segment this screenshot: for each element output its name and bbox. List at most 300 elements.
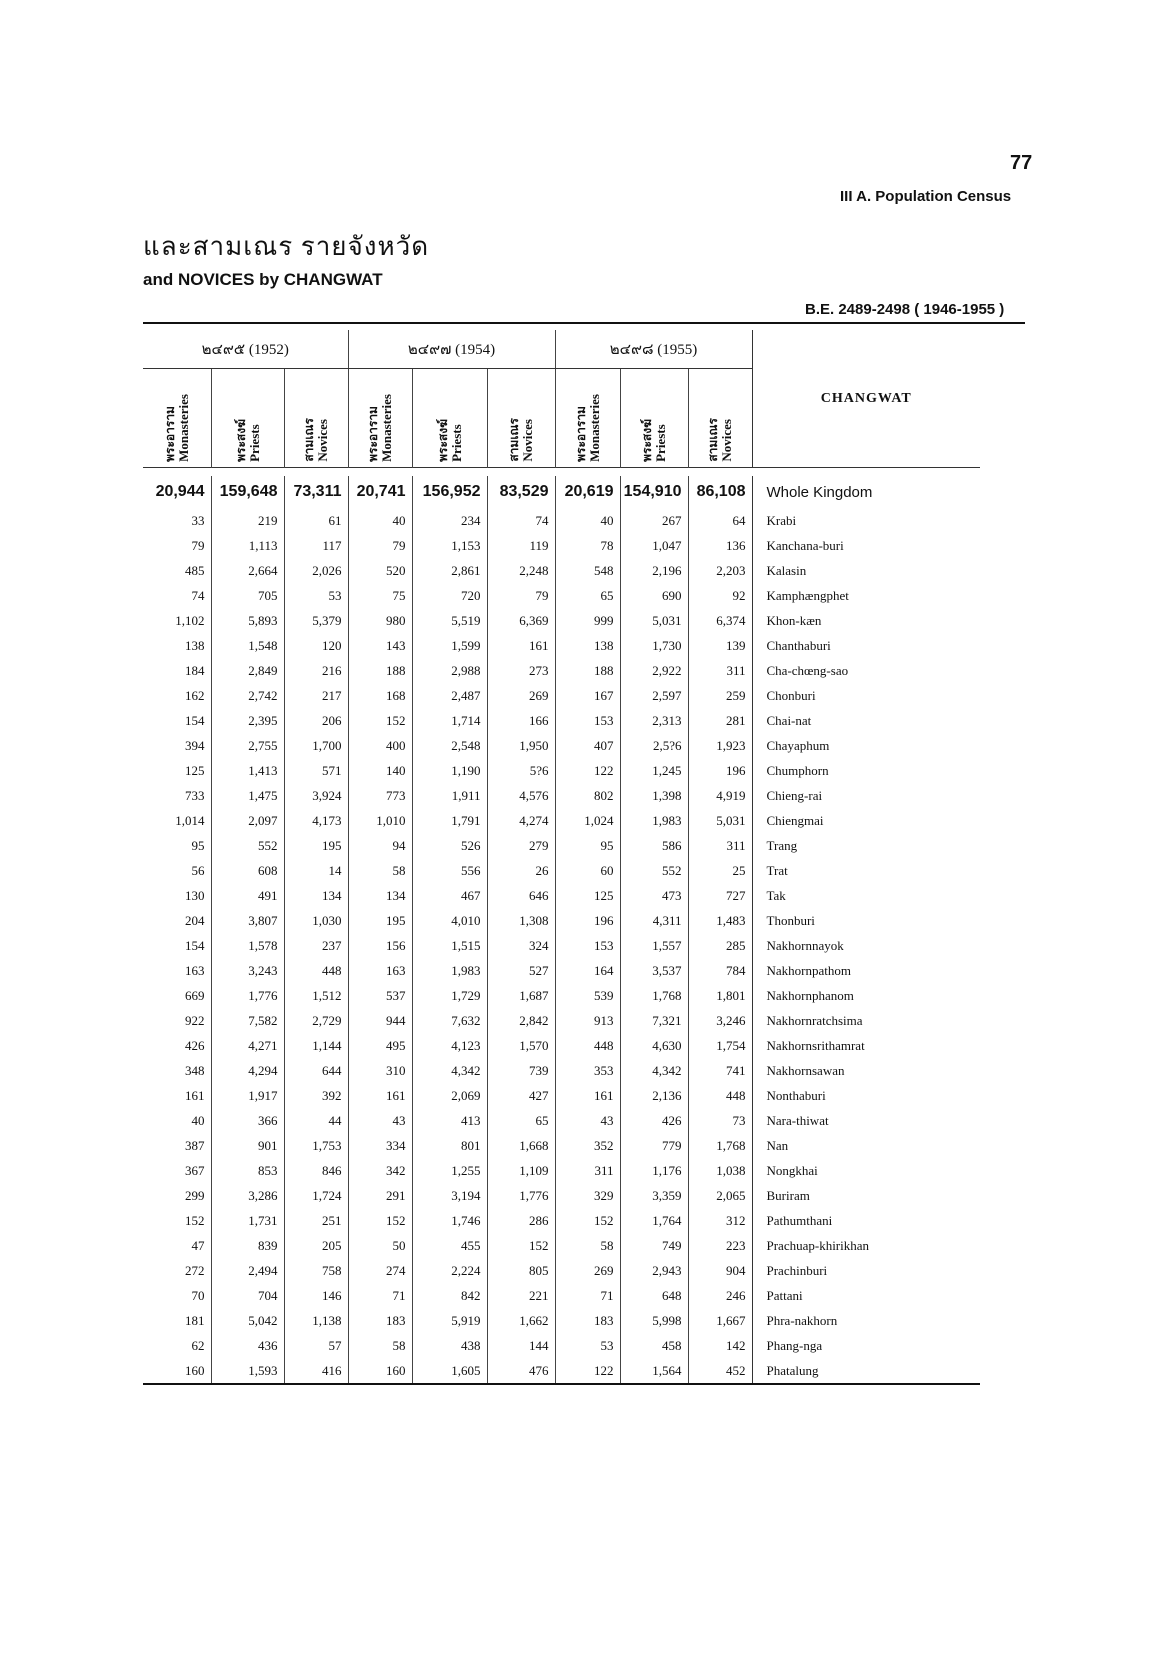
value-cell: 58: [348, 1333, 412, 1358]
column-header-novices: [284, 369, 348, 468]
value-cell: 733: [185, 787, 205, 803]
value-cell: 4,342: [620, 1058, 688, 1083]
value-cell: 274: [348, 1258, 412, 1283]
value-cell: 3,924: [284, 783, 348, 808]
page-number: 77: [1010, 152, 1033, 174]
value-cell: 400: [348, 733, 412, 758]
table-row: [143, 983, 980, 1008]
value-cell: 438: [412, 1333, 487, 1358]
value-cell: 26: [487, 858, 555, 883]
value-cell: 196: [688, 758, 752, 783]
value-cell: 134: [284, 883, 348, 908]
value-cell: 161: [185, 1087, 205, 1103]
changwat-name: Nonthaburi: [752, 1083, 980, 1108]
census-table: [143, 330, 980, 1385]
value-cell: 64: [688, 508, 752, 533]
value-cell: 160: [348, 1358, 412, 1384]
value-cell: 138: [185, 637, 205, 653]
table-row: [143, 1133, 980, 1158]
value-cell: 485: [185, 562, 205, 578]
value-cell: 286: [487, 1208, 555, 1233]
value-cell: 234: [412, 508, 487, 533]
value-cell: 3,194: [412, 1183, 487, 1208]
changwat-name: Nakhornratchsima: [752, 1008, 980, 1033]
value-cell: 2,069: [412, 1083, 487, 1108]
value-cell: 1,010: [348, 808, 412, 833]
value-cell: 154: [185, 712, 205, 728]
value-cell: 58: [555, 1233, 620, 1258]
value-cell: 166: [487, 708, 555, 733]
value-cell: 1,176: [620, 1158, 688, 1183]
value-cell: 944: [348, 1008, 412, 1033]
value-cell: 78: [555, 533, 620, 558]
value-cell: 163: [348, 958, 412, 983]
value-cell: 901: [211, 1133, 284, 1158]
value-cell: 73,311: [284, 476, 348, 508]
value-cell: 1,144: [284, 1033, 348, 1058]
table-row: [143, 1008, 980, 1033]
value-cell: 3,286: [211, 1183, 284, 1208]
value-cell: 407: [555, 733, 620, 758]
column-header-thai: พระอาราม: [162, 406, 177, 462]
value-cell: 1,014: [175, 812, 205, 828]
value-cell: 2,026: [284, 558, 348, 583]
value-cell: 1,599: [412, 633, 487, 658]
value-cell: 2,313: [620, 708, 688, 733]
value-cell: 773: [348, 783, 412, 808]
value-cell: 40: [348, 508, 412, 533]
value-cell: 4,123: [412, 1033, 487, 1058]
value-cell: 62: [191, 1337, 205, 1353]
value-cell: 1,113: [211, 533, 284, 558]
changwat-name: Chieng-rai: [752, 783, 980, 808]
value-cell: 65: [555, 583, 620, 608]
value-cell: 2,224: [412, 1258, 487, 1283]
table-row: [143, 883, 980, 908]
changwat-name: Kalasin: [752, 558, 980, 583]
value-cell: 184: [185, 662, 205, 678]
title-thai: และสามเณร รายจังหวัด: [143, 232, 430, 261]
table-body: [143, 476, 980, 1384]
value-cell: 291: [348, 1183, 412, 1208]
top-rule: [143, 322, 1025, 324]
value-cell: 217: [284, 683, 348, 708]
value-cell: 5,893: [211, 608, 284, 633]
changwat-name: Nara-thiwat: [752, 1108, 980, 1133]
value-cell: 2,597: [620, 683, 688, 708]
value-cell: 1,548: [211, 633, 284, 658]
value-cell: 79: [487, 583, 555, 608]
table-row: [143, 658, 980, 683]
table-row: [143, 608, 980, 633]
value-cell: 162: [185, 687, 205, 703]
value-cell: 392: [284, 1083, 348, 1108]
value-cell: 1,911: [412, 783, 487, 808]
value-cell: 537: [348, 983, 412, 1008]
value-cell: 140: [348, 758, 412, 783]
value-cell: 705: [211, 583, 284, 608]
column-header-thai: พระสงฆ์: [640, 419, 654, 462]
value-cell: 5,031: [688, 808, 752, 833]
changwat-name: Pattani: [752, 1283, 980, 1308]
value-cell: 125: [555, 883, 620, 908]
value-cell: 95: [191, 837, 205, 853]
value-cell: 476: [487, 1358, 555, 1384]
value-cell: 152: [487, 1233, 555, 1258]
value-cell: 188: [348, 658, 412, 683]
table-row: [143, 708, 980, 733]
value-cell: 1,768: [688, 1133, 752, 1158]
changwat-name: Chayaphum: [752, 733, 980, 758]
value-cell: 1,047: [620, 533, 688, 558]
changwat-name: Prachinburi: [752, 1258, 980, 1283]
value-cell: 334: [348, 1133, 412, 1158]
column-header-thai: พระอาราม: [573, 406, 588, 462]
value-cell: 467: [412, 883, 487, 908]
value-cell: 448: [284, 958, 348, 983]
value-cell: 1,667: [688, 1308, 752, 1333]
value-cell: 6,369: [487, 608, 555, 633]
value-cell: 152: [555, 1208, 620, 1233]
value-cell: 353: [555, 1058, 620, 1083]
value-cell: 548: [555, 558, 620, 583]
value-cell: 272: [185, 1262, 205, 1278]
value-cell: 4,271: [211, 1033, 284, 1058]
value-cell: 146: [284, 1283, 348, 1308]
value-cell: 644: [284, 1058, 348, 1083]
column-header-english: Monasteries: [175, 394, 191, 462]
table-row: [143, 1283, 980, 1308]
changwat-name: Tak: [752, 883, 980, 908]
value-cell: 195: [284, 833, 348, 858]
value-cell: 1,512: [284, 983, 348, 1008]
value-cell: 279: [487, 833, 555, 858]
value-cell: 159,648: [211, 476, 284, 508]
value-cell: 1,662: [487, 1308, 555, 1333]
value-cell: 153: [555, 933, 620, 958]
value-cell: 1,030: [284, 908, 348, 933]
value-cell: 2,203: [688, 558, 752, 583]
value-cell: 520: [348, 558, 412, 583]
table-row: [143, 1258, 980, 1283]
value-cell: 167: [555, 683, 620, 708]
value-cell: 160: [185, 1362, 205, 1378]
table-row: [143, 533, 980, 558]
changwat-name: Phang-nga: [752, 1333, 980, 1358]
value-cell: 5,031: [620, 608, 688, 633]
table-row: [143, 683, 980, 708]
value-cell: 251: [284, 1208, 348, 1233]
value-cell: 571: [284, 758, 348, 783]
value-cell: 1,923: [688, 733, 752, 758]
value-cell: 237: [284, 933, 348, 958]
value-cell: 426: [620, 1108, 688, 1133]
value-cell: 134: [348, 883, 412, 908]
value-cell: 4,010: [412, 908, 487, 933]
value-cell: 2,065: [688, 1183, 752, 1208]
value-cell: 720: [412, 583, 487, 608]
value-cell: 5,919: [412, 1308, 487, 1333]
changwat-name: Trat: [752, 858, 980, 883]
value-cell: 259: [688, 683, 752, 708]
changwat-name: Chumphorn: [752, 758, 980, 783]
value-cell: 143: [348, 633, 412, 658]
value-cell: 1,983: [620, 808, 688, 833]
changwat-name: Nongkhai: [752, 1158, 980, 1183]
changwat-name: Chiengmai: [752, 808, 980, 833]
value-cell: 2,136: [620, 1083, 688, 1108]
table-row: [143, 1333, 980, 1358]
value-cell: 1,731: [211, 1208, 284, 1233]
changwat-name: Phra-nakhorn: [752, 1308, 980, 1333]
value-cell: 1,801: [688, 983, 752, 1008]
table-row: [143, 933, 980, 958]
value-cell: 387: [185, 1137, 205, 1153]
value-cell: 2,097: [211, 808, 284, 833]
value-cell: 922: [185, 1012, 205, 1028]
value-cell: 7,582: [211, 1008, 284, 1033]
value-cell: 779: [620, 1133, 688, 1158]
changwat-name: Whole Kingdom: [752, 476, 980, 508]
column-header-thai: สามเณร: [507, 418, 521, 462]
value-cell: 366: [211, 1108, 284, 1133]
table-row: [143, 858, 980, 883]
table-row: [143, 583, 980, 608]
running-head: III A. Population Census: [840, 188, 1012, 205]
changwat-name: Nakhornsrithamrat: [752, 1033, 980, 1058]
value-cell: 119: [487, 533, 555, 558]
value-cell: 138: [555, 633, 620, 658]
value-cell: 144: [487, 1333, 555, 1358]
value-cell: 526: [412, 833, 487, 858]
year-header: ๒๔๙๕ (1952): [143, 330, 348, 369]
value-cell: 25: [688, 858, 752, 883]
value-cell: 95: [555, 833, 620, 858]
value-cell: 1,245: [620, 758, 688, 783]
value-cell: 426: [185, 1037, 205, 1053]
value-cell: 50: [348, 1233, 412, 1258]
value-cell: 3,359: [620, 1183, 688, 1208]
value-cell: 999: [555, 608, 620, 633]
table-row: [143, 1158, 980, 1183]
value-cell: 273: [487, 658, 555, 683]
total-row: [143, 476, 980, 508]
value-cell: 527: [487, 958, 555, 983]
value-cell: 2,729: [284, 1008, 348, 1033]
value-cell: 5,519: [412, 608, 487, 633]
value-cell: 1,724: [284, 1183, 348, 1208]
changwat-name: Kanchana-buri: [752, 533, 980, 558]
value-cell: 53: [555, 1333, 620, 1358]
value-cell: 14: [284, 858, 348, 883]
changwat-name: Nakhornsawan: [752, 1058, 980, 1083]
value-cell: 94: [348, 833, 412, 858]
value-cell: 552: [620, 858, 688, 883]
value-cell: 2,922: [620, 658, 688, 683]
column-header-priests: [412, 369, 487, 468]
value-cell: 455: [412, 1233, 487, 1258]
value-cell: 2,742: [211, 683, 284, 708]
value-cell: 904: [688, 1258, 752, 1283]
value-cell: 1,668: [487, 1133, 555, 1158]
value-cell: 1,776: [487, 1183, 555, 1208]
value-cell: 312: [688, 1208, 752, 1233]
column-header-english: Novices: [315, 419, 330, 462]
value-cell: 913: [555, 1008, 620, 1033]
value-cell: 1,557: [620, 933, 688, 958]
value-cell: 608: [211, 858, 284, 883]
value-cell: 784: [688, 958, 752, 983]
value-cell: 539: [555, 983, 620, 1008]
value-cell: 183: [348, 1308, 412, 1333]
value-cell: 269: [555, 1258, 620, 1283]
value-cell: 805: [487, 1258, 555, 1283]
value-cell: 1,754: [688, 1033, 752, 1058]
value-cell: 205: [284, 1233, 348, 1258]
value-cell: 4,630: [620, 1033, 688, 1058]
changwat-name: Nan: [752, 1133, 980, 1158]
value-cell: 40: [191, 1112, 205, 1128]
value-cell: 1,730: [620, 633, 688, 658]
value-cell: 3,537: [620, 958, 688, 983]
value-cell: 413: [412, 1108, 487, 1133]
year-header: ๒๔๙๗ (1954): [348, 330, 555, 369]
value-cell: 73: [688, 1108, 752, 1133]
value-cell: 267: [620, 508, 688, 533]
column-header-english: Priests: [653, 424, 668, 462]
changwat-name: Chai-nat: [752, 708, 980, 733]
value-cell: 352: [555, 1133, 620, 1158]
value-cell: 2,842: [487, 1008, 555, 1033]
value-cell: 1,038: [688, 1158, 752, 1183]
changwat-name: Kamphængphet: [752, 583, 980, 608]
changwat-name: Chanthaburi: [752, 633, 980, 658]
value-cell: 269: [487, 683, 555, 708]
table-row: [143, 1083, 980, 1108]
value-cell: 219: [211, 508, 284, 533]
value-cell: 311: [688, 833, 752, 858]
value-cell: 448: [555, 1033, 620, 1058]
value-cell: 161: [348, 1083, 412, 1108]
table-row: [143, 833, 980, 858]
value-cell: 122: [555, 1358, 620, 1384]
value-cell: 448: [688, 1083, 752, 1108]
value-cell: 57: [284, 1333, 348, 1358]
value-cell: 65: [487, 1108, 555, 1133]
column-header-english: Novices: [520, 419, 535, 462]
value-cell: 727: [688, 883, 752, 908]
value-cell: 75: [348, 583, 412, 608]
value-cell: 1,776: [211, 983, 284, 1008]
value-cell: 704: [211, 1283, 284, 1308]
value-cell: 154,910: [620, 476, 688, 508]
column-header-monasteries: [555, 369, 620, 468]
value-cell: 1,398: [620, 783, 688, 808]
value-cell: 2,861: [412, 558, 487, 583]
value-cell: 4,919: [688, 783, 752, 808]
table-row: [143, 558, 980, 583]
table-row: [143, 1033, 980, 1058]
value-cell: 183: [555, 1308, 620, 1333]
value-cell: 152: [348, 1208, 412, 1233]
value-cell: 79: [191, 537, 205, 553]
value-cell: 552: [211, 833, 284, 858]
value-cell: 4,173: [284, 808, 348, 833]
value-cell: 801: [412, 1133, 487, 1158]
year-header-row: [143, 330, 980, 369]
value-cell: 473: [620, 883, 688, 908]
value-cell: 1,714: [412, 708, 487, 733]
value-cell: 2,664: [211, 558, 284, 583]
value-cell: 1,700: [284, 733, 348, 758]
value-cell: 1,255: [412, 1158, 487, 1183]
value-cell: 458: [620, 1333, 688, 1358]
column-header-priests: [620, 369, 688, 468]
value-cell: 4,311: [620, 908, 688, 933]
value-cell: 495: [348, 1033, 412, 1058]
value-cell: 20,944: [155, 483, 205, 500]
value-cell: 491: [211, 883, 284, 908]
column-header-thai: พระสงฆ์: [435, 419, 450, 462]
value-cell: 1,483: [688, 908, 752, 933]
value-cell: 452: [688, 1358, 752, 1384]
value-cell: 3,246: [688, 1008, 752, 1033]
value-cell: 2,5?6: [620, 733, 688, 758]
value-cell: 311: [555, 1158, 620, 1183]
column-header-english: Priests: [448, 424, 464, 462]
value-cell: 117: [284, 533, 348, 558]
table-row: [143, 1058, 980, 1083]
value-cell: 196: [555, 908, 620, 933]
value-cell: 164: [555, 958, 620, 983]
value-cell: 7,632: [412, 1008, 487, 1033]
value-cell: 120: [284, 633, 348, 658]
value-cell: 5?6: [487, 758, 555, 783]
value-cell: 646: [487, 883, 555, 908]
value-cell: 1,729: [412, 983, 487, 1008]
value-cell: 43: [555, 1108, 620, 1133]
value-cell: 394: [185, 737, 205, 753]
changwat-name: Thonburi: [752, 908, 980, 933]
value-cell: 70: [191, 1287, 205, 1303]
title-english: and NOVICES by CHANGWAT: [143, 270, 383, 289]
value-cell: 1,605: [412, 1358, 487, 1384]
value-cell: 206: [284, 708, 348, 733]
changwat-name: Chonburi: [752, 683, 980, 708]
value-cell: 216: [284, 658, 348, 683]
value-cell: 2,196: [620, 558, 688, 583]
value-cell: 2,755: [211, 733, 284, 758]
value-cell: 556: [412, 858, 487, 883]
changwat-name: Nakhornpathom: [752, 958, 980, 983]
value-cell: 1,791: [412, 808, 487, 833]
table-row: [143, 1108, 980, 1133]
value-cell: 60: [555, 858, 620, 883]
value-cell: 122: [555, 758, 620, 783]
value-cell: 690: [620, 583, 688, 608]
value-cell: 1,190: [412, 758, 487, 783]
value-cell: 285: [688, 933, 752, 958]
value-cell: 20,741: [348, 476, 412, 508]
column-header-monasteries: [143, 369, 211, 468]
value-cell: 142: [688, 1333, 752, 1358]
value-cell: 163: [185, 962, 205, 978]
header-rule: [143, 468, 980, 477]
value-cell: 7,321: [620, 1008, 688, 1033]
value-cell: 329: [555, 1183, 620, 1208]
value-cell: 2,943: [620, 1258, 688, 1283]
value-cell: 1,764: [620, 1208, 688, 1233]
